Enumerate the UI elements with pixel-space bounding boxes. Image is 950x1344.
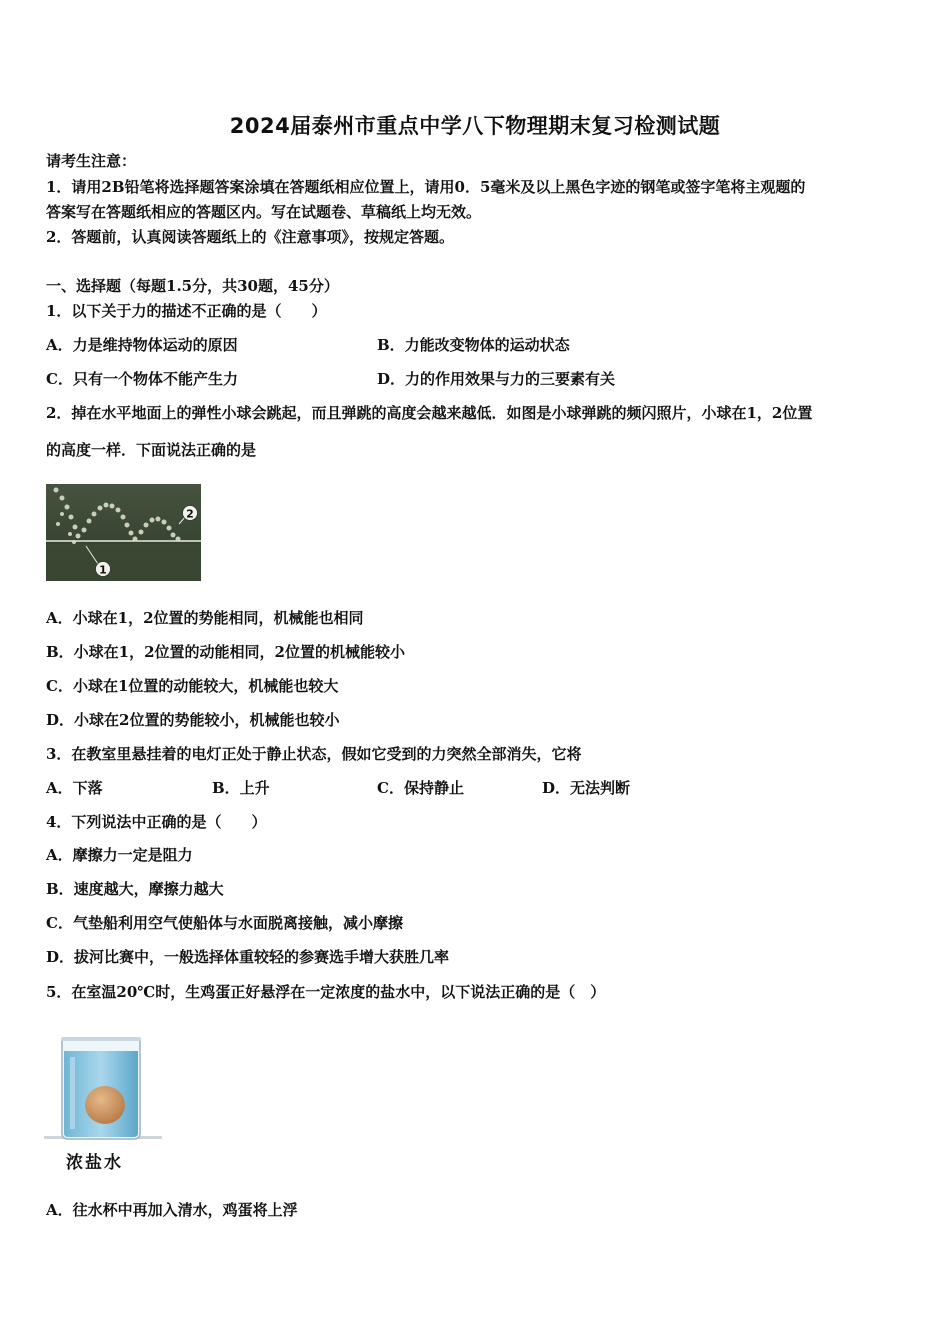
q2-stem-line-2: 的高度一样．下面说法正确的是	[46, 441, 257, 459]
position-2-label: 2	[186, 507, 194, 521]
q3-option-a: A．下落	[46, 779, 103, 797]
q2-option-d: D．小球在2位置的势能较小，机械能也较小	[46, 711, 340, 729]
q2-stem-line-1: 2．掉在水平地面上的弹性小球会跳起，而且弹跳的高度会越来越低．如图是小球弹跳的频闪照片，小球在1，2位置	[46, 404, 813, 422]
q1-option-c: C．只有一个物体不能产生力	[46, 370, 238, 388]
section-heading: 一、选择题（每题1.5分，共30题，45分）	[46, 277, 339, 295]
q4-option-a: A．摩擦力一定是阻力	[46, 846, 193, 864]
q1-option-b: B．力能改变物体的运动状态	[377, 336, 570, 354]
notice-line-2: 答案写在答题纸相应的答题区内。写在试题卷、草稿纸上均无效。	[46, 203, 482, 221]
q3-option-c: C．保持静止	[377, 779, 464, 797]
q4-option-c: C．气垫船利用空气使船体与水面脱离接触，减小摩擦	[46, 914, 403, 932]
q4-option-b: B．速度越大，摩擦力越大	[46, 880, 224, 898]
page-title: 2024届泰州市重点中学八下物理期末复习检测试题	[229, 114, 721, 138]
q4-option-d: D．拔河比赛中，一般选择体重较轻的参赛选手增大获胜几率	[46, 948, 450, 966]
notice-heading: 请考生注意：	[46, 152, 137, 170]
q5-stem: 5．在室温20℃时，生鸡蛋正好悬浮在一定浓度的盐水中，以下说法正确的是（ ）	[46, 983, 606, 1001]
notice-line-1: 1．请用2B铅笔将选择题答案涂填在答题纸相应位置上，请用0．5毫米及以上黑色字迹的钢笔或签字笔将主观题的	[46, 178, 806, 196]
q3-option-b: B．上升	[212, 779, 270, 797]
position-1-label: 1	[99, 563, 107, 577]
q5-option-a: A．往水杯中再加入清水，鸡蛋将上浮	[46, 1201, 298, 1219]
q4-stem: 4．下列说法中正确的是（ ）	[46, 813, 267, 831]
beaker-caption: 浓盐水	[66, 1153, 123, 1173]
q1-stem: 1．以下关于力的描述不正确的是（ ）	[46, 302, 327, 320]
q2-option-b: B．小球在1，2位置的动能相同，2位置的机械能较小	[46, 643, 405, 661]
egg	[85, 1086, 125, 1124]
beaker-illustration	[44, 1033, 162, 1151]
q3-option-d: D．无法判断	[542, 779, 631, 797]
q2-option-c: C．小球在1位置的动能较大，机械能也较大	[46, 677, 339, 695]
q3-stem: 3．在教室里悬挂着的电灯正处于静止状态，假如它受到的力突然全部消失，它将	[46, 745, 582, 763]
q1-option-d: D．力的作用效果与力的三要素有关	[377, 370, 616, 388]
q2-option-a: A．小球在1，2位置的势能相同，机械能也相同	[46, 609, 364, 627]
beaker-figure	[44, 1033, 162, 1173]
notice-line-3: 2．答题前，认真阅读答题纸上的《注意事项》，按规定答题。	[46, 228, 454, 246]
bouncing-ball-photo	[46, 484, 201, 581]
q1-option-a: A．力是维持物体运动的原因	[46, 336, 238, 354]
